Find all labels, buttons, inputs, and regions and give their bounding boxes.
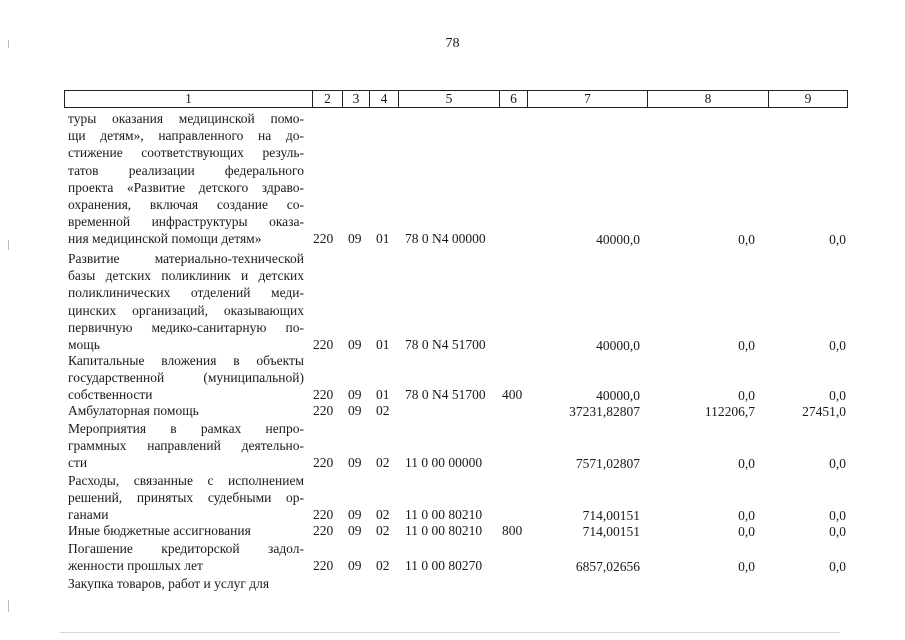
cell-c4: 01 <box>376 231 390 247</box>
cell-c9: 0,0 <box>829 456 846 472</box>
cell-c5: 78 0 N4 51700 <box>405 337 486 352</box>
column-header-1: 1 <box>65 91 313 107</box>
description-line: решений, принятых судебными ор- <box>68 490 304 506</box>
cell-c3: 09 <box>348 523 362 538</box>
description-line: Капитальные вложения в объекты <box>68 353 304 368</box>
column-header-3: 3 <box>343 91 370 107</box>
cell-c4: 02 <box>376 507 390 523</box>
cell-c5: 11 0 00 80210 <box>405 523 483 538</box>
description-line: женности прошлых лет <box>68 558 203 574</box>
cell-c8: 0,0 <box>738 456 755 472</box>
cell-c9: 0,0 <box>829 338 846 353</box>
row-description <box>68 522 304 539</box>
description-line: Иные бюджетные ассигнования <box>68 523 251 538</box>
cell-c4: 02 <box>376 403 390 418</box>
cell-c8: 0,0 <box>738 232 755 248</box>
row-description <box>68 420 304 472</box>
cell-c9: 0,0 <box>829 508 846 524</box>
row-description <box>68 402 304 419</box>
cell-c8: 0,0 <box>738 508 755 524</box>
cell-c8: 0,0 <box>738 388 755 404</box>
cell-c9: 0,0 <box>829 559 846 575</box>
cell-c3: 09 <box>348 403 362 418</box>
column-header-8: 8 <box>648 91 769 107</box>
column-header-9: 9 <box>804 91 812 106</box>
description-line: базы детских поликлиник и детских <box>68 268 304 284</box>
cell-c3: 09 <box>348 337 362 352</box>
cell-c9: 0,0 <box>829 388 846 404</box>
description-line: стижение соответствующих резуль- <box>68 145 304 161</box>
cell-c8: 0,0 <box>738 338 755 353</box>
description-line: поликлинических отделений меди- <box>68 285 304 301</box>
column-header-7: 7 <box>528 91 648 107</box>
description-line: ганами <box>68 507 109 523</box>
cell-c9: 27451,0 <box>802 404 846 419</box>
description-line: Амбулаторная помощь <box>68 403 199 418</box>
column-header-2: 2 <box>313 91 343 107</box>
cell-c3: 09 <box>348 455 362 471</box>
row-description <box>68 250 304 353</box>
table-header <box>64 90 848 108</box>
cell-c7: 714,00151 <box>582 508 640 524</box>
description-line: щи детям», направленного на до- <box>68 128 304 144</box>
cell-c7: 7571,02807 <box>575 456 640 472</box>
row-description <box>68 110 304 248</box>
description-line: Погашение кредиторской задол- <box>68 541 304 556</box>
cell-c2: 220 <box>313 403 334 418</box>
description-line: Мероприятия в рамках непро- <box>68 421 304 436</box>
description-line: граммных направлений деятельно- <box>68 438 304 454</box>
row-description <box>68 575 304 592</box>
cell-c6: 400 <box>502 387 523 403</box>
description-line: Развитие материально-технической <box>68 251 304 266</box>
cell-c4: 02 <box>376 523 390 538</box>
description-line: временной инфраструктуры оказа- <box>68 214 304 230</box>
cell-c2: 220 <box>313 507 334 523</box>
cell-c7: 37231,82807 <box>569 404 640 419</box>
cell-c8: 0,0 <box>738 524 755 539</box>
scan-mark <box>8 600 9 612</box>
cell-c2: 220 <box>313 387 334 403</box>
description-line: Закупка товаров, работ и услуг для <box>68 576 270 591</box>
cell-c4: 02 <box>376 455 390 471</box>
cell-c4: 02 <box>376 558 390 574</box>
cell-c2: 220 <box>313 455 334 471</box>
scan-mark <box>8 40 9 48</box>
cell-c7: 6857,02656 <box>575 559 640 575</box>
scan-edge <box>60 632 840 633</box>
description-line: мощь <box>68 337 100 353</box>
cell-c2: 220 <box>313 523 334 538</box>
description-line: Расходы, связанные с исполнением <box>68 473 304 488</box>
row-description <box>68 352 304 404</box>
description-line: первичную медико-санитарную по- <box>68 319 304 335</box>
column-header-4: 4 <box>370 91 399 107</box>
description-line: собственности <box>68 387 153 403</box>
cell-c9: 0,0 <box>829 232 846 248</box>
cell-c8: 112206,7 <box>704 404 755 419</box>
cell-c7: 40000,0 <box>596 388 640 404</box>
column-header-5: 5 <box>399 91 500 107</box>
cell-c5: 78 0 N4 51700 <box>405 387 486 403</box>
cell-c7: 714,00151 <box>582 524 640 539</box>
cell-c7: 40000,0 <box>596 232 640 248</box>
cell-c2: 220 <box>313 231 334 247</box>
cell-c3: 09 <box>348 558 362 574</box>
cell-c8: 0,0 <box>738 559 755 575</box>
cell-c2: 220 <box>313 558 334 574</box>
cell-c3: 09 <box>348 507 362 523</box>
column-header-6: 6 <box>500 91 528 107</box>
description-line: туры оказания медицинской помо- <box>68 111 304 126</box>
page-number: 78 <box>445 36 460 51</box>
cell-c5: 78 0 N4 00000 <box>405 231 486 247</box>
row-description <box>68 472 304 524</box>
scan-mark <box>8 240 9 250</box>
cell-c5: 11 0 00 80210 <box>405 507 483 523</box>
description-line: государственной (муниципальной) <box>68 370 304 386</box>
cell-c7: 40000,0 <box>596 338 640 353</box>
cell-c4: 01 <box>376 387 390 403</box>
description-line: проекта «Развитие детского здраво- <box>68 179 304 195</box>
cell-c6: 800 <box>502 523 523 538</box>
cell-c9: 0,0 <box>829 524 846 539</box>
description-line: охранения, включая создание со- <box>68 197 304 213</box>
description-line: сти <box>68 455 88 471</box>
cell-c5: 11 0 00 00000 <box>405 455 483 471</box>
description-line: ния медицинской помощи детям» <box>68 231 262 247</box>
row-description <box>68 540 304 574</box>
cell-c3: 09 <box>348 387 362 403</box>
cell-c2: 220 <box>313 337 334 352</box>
cell-c3: 09 <box>348 231 362 247</box>
description-line: татов реализации федерального <box>68 162 304 178</box>
description-line: цинских организаций, оказывающих <box>68 302 304 318</box>
cell-c4: 01 <box>376 337 390 352</box>
cell-c5: 11 0 00 80270 <box>405 558 483 574</box>
